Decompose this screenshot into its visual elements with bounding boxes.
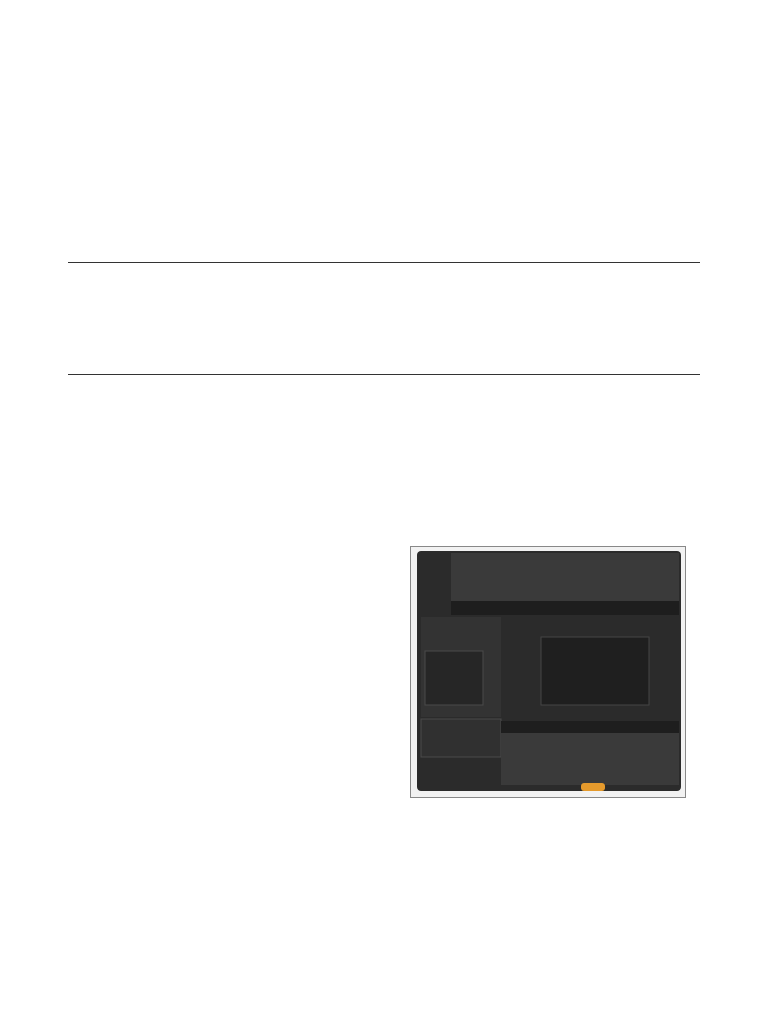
plc-device-illustration bbox=[411, 547, 686, 798]
author-block-2 bbox=[289, 145, 479, 149]
divider-top bbox=[68, 262, 700, 263]
left-column bbox=[68, 390, 362, 399]
author-block-1 bbox=[64, 145, 254, 149]
divider-bottom bbox=[68, 374, 700, 375]
author-block-3 bbox=[514, 145, 704, 149]
plc-figure-image bbox=[410, 546, 686, 798]
right-column bbox=[407, 386, 700, 398]
